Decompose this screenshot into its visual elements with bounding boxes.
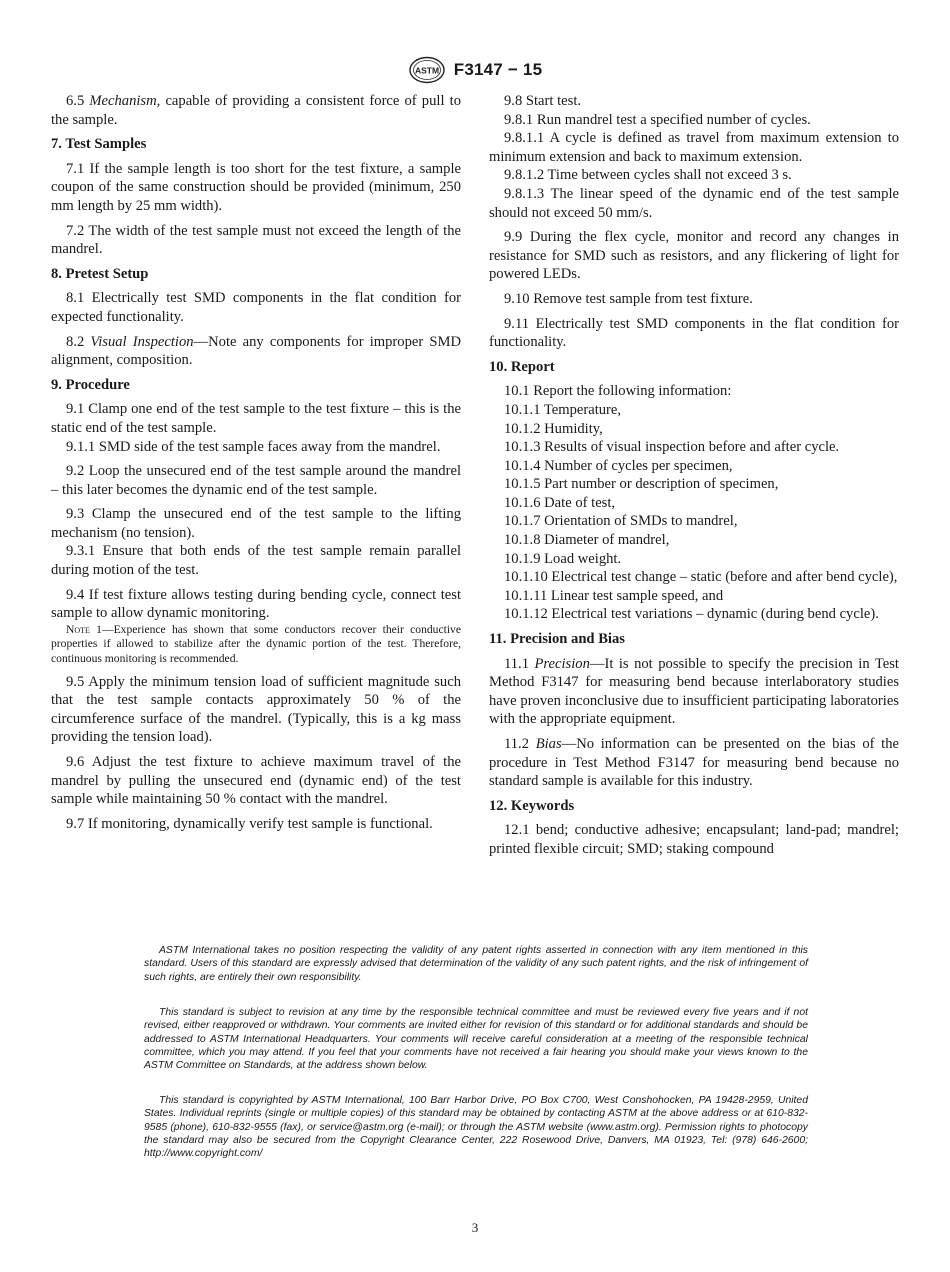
section-paragraph: 9.6 Adjust the test fixture to achieve maximum travel of the mandrel by pulling the unsecured end (dynamic end) of the test sample while maintaining 50 % contact with the mandrel. xyxy=(51,754,461,808)
section-paragraph: 9.9 During the flex cycle, monitor and record any changes in resistance for SMD such as resistors, and any flickering of light for powered LEDs. xyxy=(489,229,899,283)
section-paragraph: 9.8.1.1 A cycle is defined as travel from maximum extension to minimum extension and back to maximum extension. xyxy=(489,130,899,165)
section-paragraph: 6.5 Mechanism, capable of providing a consistent force of pull to the sample. xyxy=(51,93,461,128)
footer-revision-notice: This standard is subject to revision at any time by the responsible technical committee and must be reviewed every five years and if not revised, either reapproved or withdrawn. Your comments are invited either for revision of this standard or for additional standards and should be addressed to ASTM International Headquarters. Your comments will receive careful consideration at a meeting of the responsible technical committee, which you may attend. If you feel that your comments have not received a fair hearing you should make your views known to the ASTM Committee on Standards, at the address shown below. xyxy=(144,1007,808,1072)
section-paragraph: 9.8.1.3 The linear speed of the dynamic end of the test sample should not exceed 50 mm/s. xyxy=(489,185,899,221)
section-heading: 12. Keywords xyxy=(489,797,575,814)
footer-copyright-notice: This standard is copyrighted by ASTM International, 100 Barr Harbor Drive, PO Box C700, West Conshohocken, PA 19428-2959, United States. Individual reprints (single or multiple copies) of this standard may be obtained by contacting ASTM at the above address or at 610-832-9585 (phone), 610-832-9555 (fax), or service@astm.org (e-mail); or through the ASTM website (www.astm.org). Permission rights to photocopy the standard may also be secured from the Copyright Clearance Center, 222 Rosewood Drive, Danvers, MA 01923, Tel: (978) 646-2600; http://www.copyright.com/ xyxy=(144,1095,808,1160)
section-paragraph: 9.1 Clamp one end of the test sample to the test fixture – this is the static end of the test sample. xyxy=(51,401,461,436)
section-paragraph: 9.11 Electrically test SMD components in the flat condition for functionality. xyxy=(489,315,899,351)
section-paragraph: 10.1.6 Date of test, xyxy=(504,494,616,511)
section-paragraph: 8.2 Visual Inspection—Note any components for improper SMD alignment, composition. xyxy=(51,333,461,369)
section-paragraph: 10.1.12 Electrical test variations – dynamic (during bend cycle). xyxy=(504,606,879,623)
section-paragraph: 9.1.1 SMD side of the test sample faces away from the mandrel. xyxy=(66,438,441,455)
section-paragraph: 11.2 Bias—No information can be presented on the bias of the procedure in Test Method F3147 for measuring bend because no standard sample is available for this industry. xyxy=(489,736,899,790)
section-paragraph: 9.3 Clamp the unsecured end of the test sample to the lifting mechanism (no tension). xyxy=(51,506,461,541)
section-paragraph: 9.8 Start test. xyxy=(504,93,582,109)
section-paragraph: 10.1.3 Results of visual inspection before and after cycle. xyxy=(504,439,840,456)
section-paragraph: 9.8.1.2 Time between cycles shall not exceed 3 s. xyxy=(504,167,792,184)
section-paragraph: 11.1 Precision—It is not possible to specify the precision in Test Method F3147 for measuring bend because interlaboratory studies have proven inconclusive due to insufficient participating laboratories with the appropriate equipment. xyxy=(489,655,899,728)
section-paragraph: 10.1.10 Electrical test change – static (before and after bend cycle), xyxy=(504,569,898,586)
footer-patent-notice: ASTM International takes no position respecting the validity of any patent rights asserted in connection with any item mentioned in this standard. Users of this standard are expressly advised that determination of the validity of any such patent rights, and the risk of infringement of such rights, are entirely their own responsibility. xyxy=(144,945,808,983)
svg-text:ASTM: ASTM xyxy=(414,65,439,76)
section-paragraph: 7.2 The width of the test sample must not exceed the length of the mandrel. xyxy=(51,222,461,258)
page-header xyxy=(0,56,950,84)
standard-designation: F3147 − 15 xyxy=(453,60,543,79)
section-paragraph: 9.5 Apply the minimum tension load of sufficient magnitude such that the test sample contacts approximately 50 % of the circumference surface of the mandrel. (Typically, this is a kg mass providing the tension load). xyxy=(51,673,461,746)
section-heading: 7. Test Samples xyxy=(51,136,147,153)
left-column xyxy=(51,92,461,839)
section-paragraph: 10.1.1 Temperature, xyxy=(504,401,622,418)
section-heading: 10. Report xyxy=(489,358,555,375)
right-column xyxy=(489,92,899,865)
section-paragraph: 10.1.2 Humidity, xyxy=(504,420,603,437)
section-paragraph: 9.7 If monitoring, dynamically verify test sample is functional. xyxy=(66,815,433,832)
section-paragraph: 9.3.1 Ensure that both ends of the test sample remain parallel during motion of the test. xyxy=(51,543,461,579)
section-paragraph: 9.8.1 Run mandrel test a specified number of cycles. xyxy=(504,111,811,128)
section-paragraph: 10.1.11 Linear test sample speed, and xyxy=(504,587,724,604)
section-paragraph: 10.1.9 Load weight. xyxy=(504,550,622,567)
section-paragraph: 8.1 Electrically test SMD components in the flat condition for expected functionality. xyxy=(51,290,461,325)
section-paragraph: 9.4 If test fixture allows testing during bending cycle, connect test sample to allow dynamic monitoring. xyxy=(51,586,461,622)
section-paragraph: 10.1.5 Part number or description of specimen, xyxy=(504,476,779,493)
section-paragraph: 7.1 If the sample length is too short for the test fixture, a sample coupon of the same construction should be provided (minimum, 250 mm length by 25 mm width). xyxy=(51,160,461,214)
section-paragraph: 10.1.8 Diameter of mandrel, xyxy=(504,532,670,549)
section-paragraph: 10.1.4 Number of cycles per specimen, xyxy=(504,457,733,474)
section-heading: 8. Pretest Setup xyxy=(51,265,149,282)
page-number: 3 xyxy=(471,1220,479,1235)
section-paragraph: 12.1 bend; conductive adhesive; encapsulant; land-pad; mandrel; printed flexible circuit; SMD; staking compound xyxy=(489,822,899,857)
section-paragraph: 10.1.7 Orientation of SMDs to mandrel, xyxy=(504,513,738,530)
section-heading: 11. Precision and Bias xyxy=(489,631,625,648)
note-paragraph: Note 1—Experience has shown that some conductors recover their conductive properties if allowed to stabilize after the dynamic portion of the test. Therefore, continuous monitoring is recommended. xyxy=(51,622,461,666)
section-paragraph: 10.1 Report the following information: xyxy=(504,383,732,400)
section-heading: 9. Procedure xyxy=(51,376,130,393)
section-paragraph: 9.10 Remove test sample from test fixture. xyxy=(504,290,753,307)
section-paragraph: 9.2 Loop the unsecured end of the test sample around the mandrel – this later becomes the dynamic end of the test sample. xyxy=(51,463,461,498)
astm-logo-icon xyxy=(408,56,446,84)
